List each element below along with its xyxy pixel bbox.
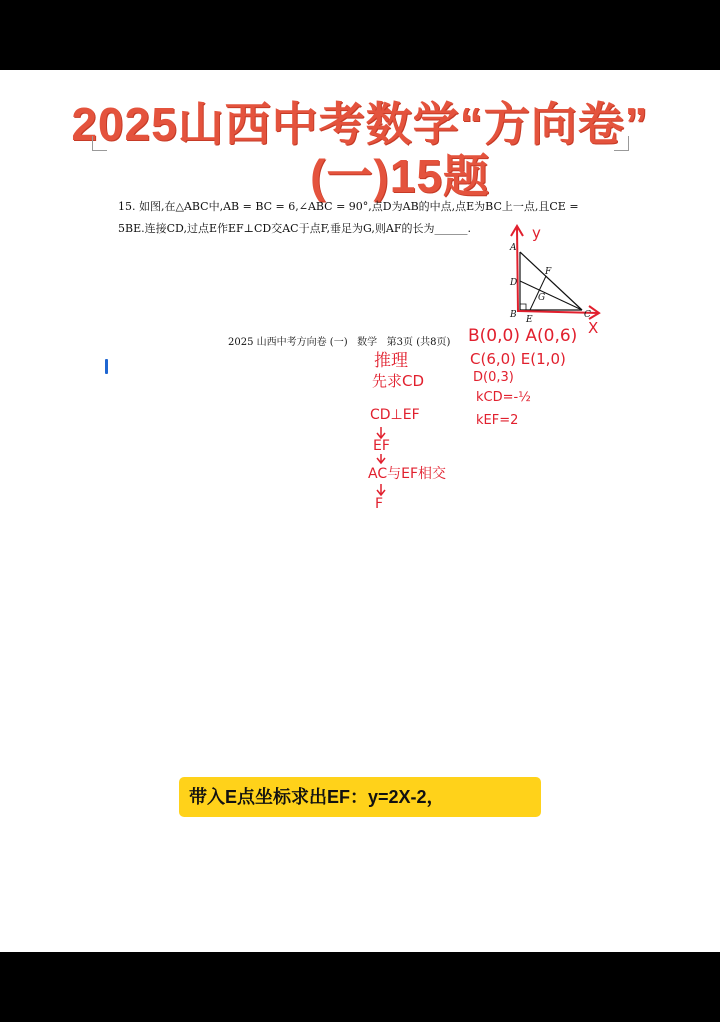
problem-line-2: 5BE.连接CD,过点E作EF⊥CD交AC于点F,垂足为G,则AF的长为______.: [118, 222, 471, 235]
label-d: D: [510, 278, 518, 288]
hand-y-label: y: [532, 224, 541, 242]
flow-arrow: [377, 454, 385, 463]
segment-ac: [520, 252, 582, 310]
hand-note: F: [375, 496, 384, 512]
hand-note: B(0,0) A(0,6): [468, 326, 578, 346]
label-b: B: [510, 310, 517, 320]
right-angle-mark: [520, 304, 526, 310]
flow-arrow: [377, 484, 385, 495]
text-cursor: [105, 359, 108, 374]
label-e: E: [526, 315, 533, 325]
hand-note: 推理: [374, 351, 408, 371]
hand-note: C(6,0) E(1,0): [470, 350, 566, 368]
flow-arrow: [377, 427, 385, 438]
hand-note: D(0,3): [473, 370, 514, 385]
hand-note: AC与EF相交: [368, 466, 447, 482]
problem-line-1: 15. 如图,在△ABC中,AB = BC = 6,∠ABC = 90°,点D为AB的中点,点E为BC上一点,且CE =: [118, 200, 579, 213]
hand-note: kCD=-½: [476, 390, 531, 405]
label-a: A: [510, 243, 517, 253]
segment-cd: [520, 281, 582, 310]
hand-note: CD⊥EF: [370, 407, 420, 423]
page-footer: 2025 山西中考方向卷 (一) 数学 第3页 (共8页): [228, 337, 451, 348]
hand-note: EF: [373, 438, 390, 454]
hand-note: 先求CD: [372, 372, 425, 390]
subtitle-caption: 带入E点坐标求出EF：y=2X-2，: [179, 777, 541, 817]
title-line-1: 2025山西中考数学“方向卷”: [71, 98, 649, 150]
title-line-2: (一)15题: [310, 150, 490, 202]
label-g: G: [538, 293, 546, 303]
hand-note: kEF=2: [476, 413, 519, 428]
label-c: C: [584, 310, 591, 320]
hand-x-label: X: [588, 319, 599, 337]
hand-y-axis: [517, 228, 518, 312]
label-f: F: [545, 267, 552, 277]
